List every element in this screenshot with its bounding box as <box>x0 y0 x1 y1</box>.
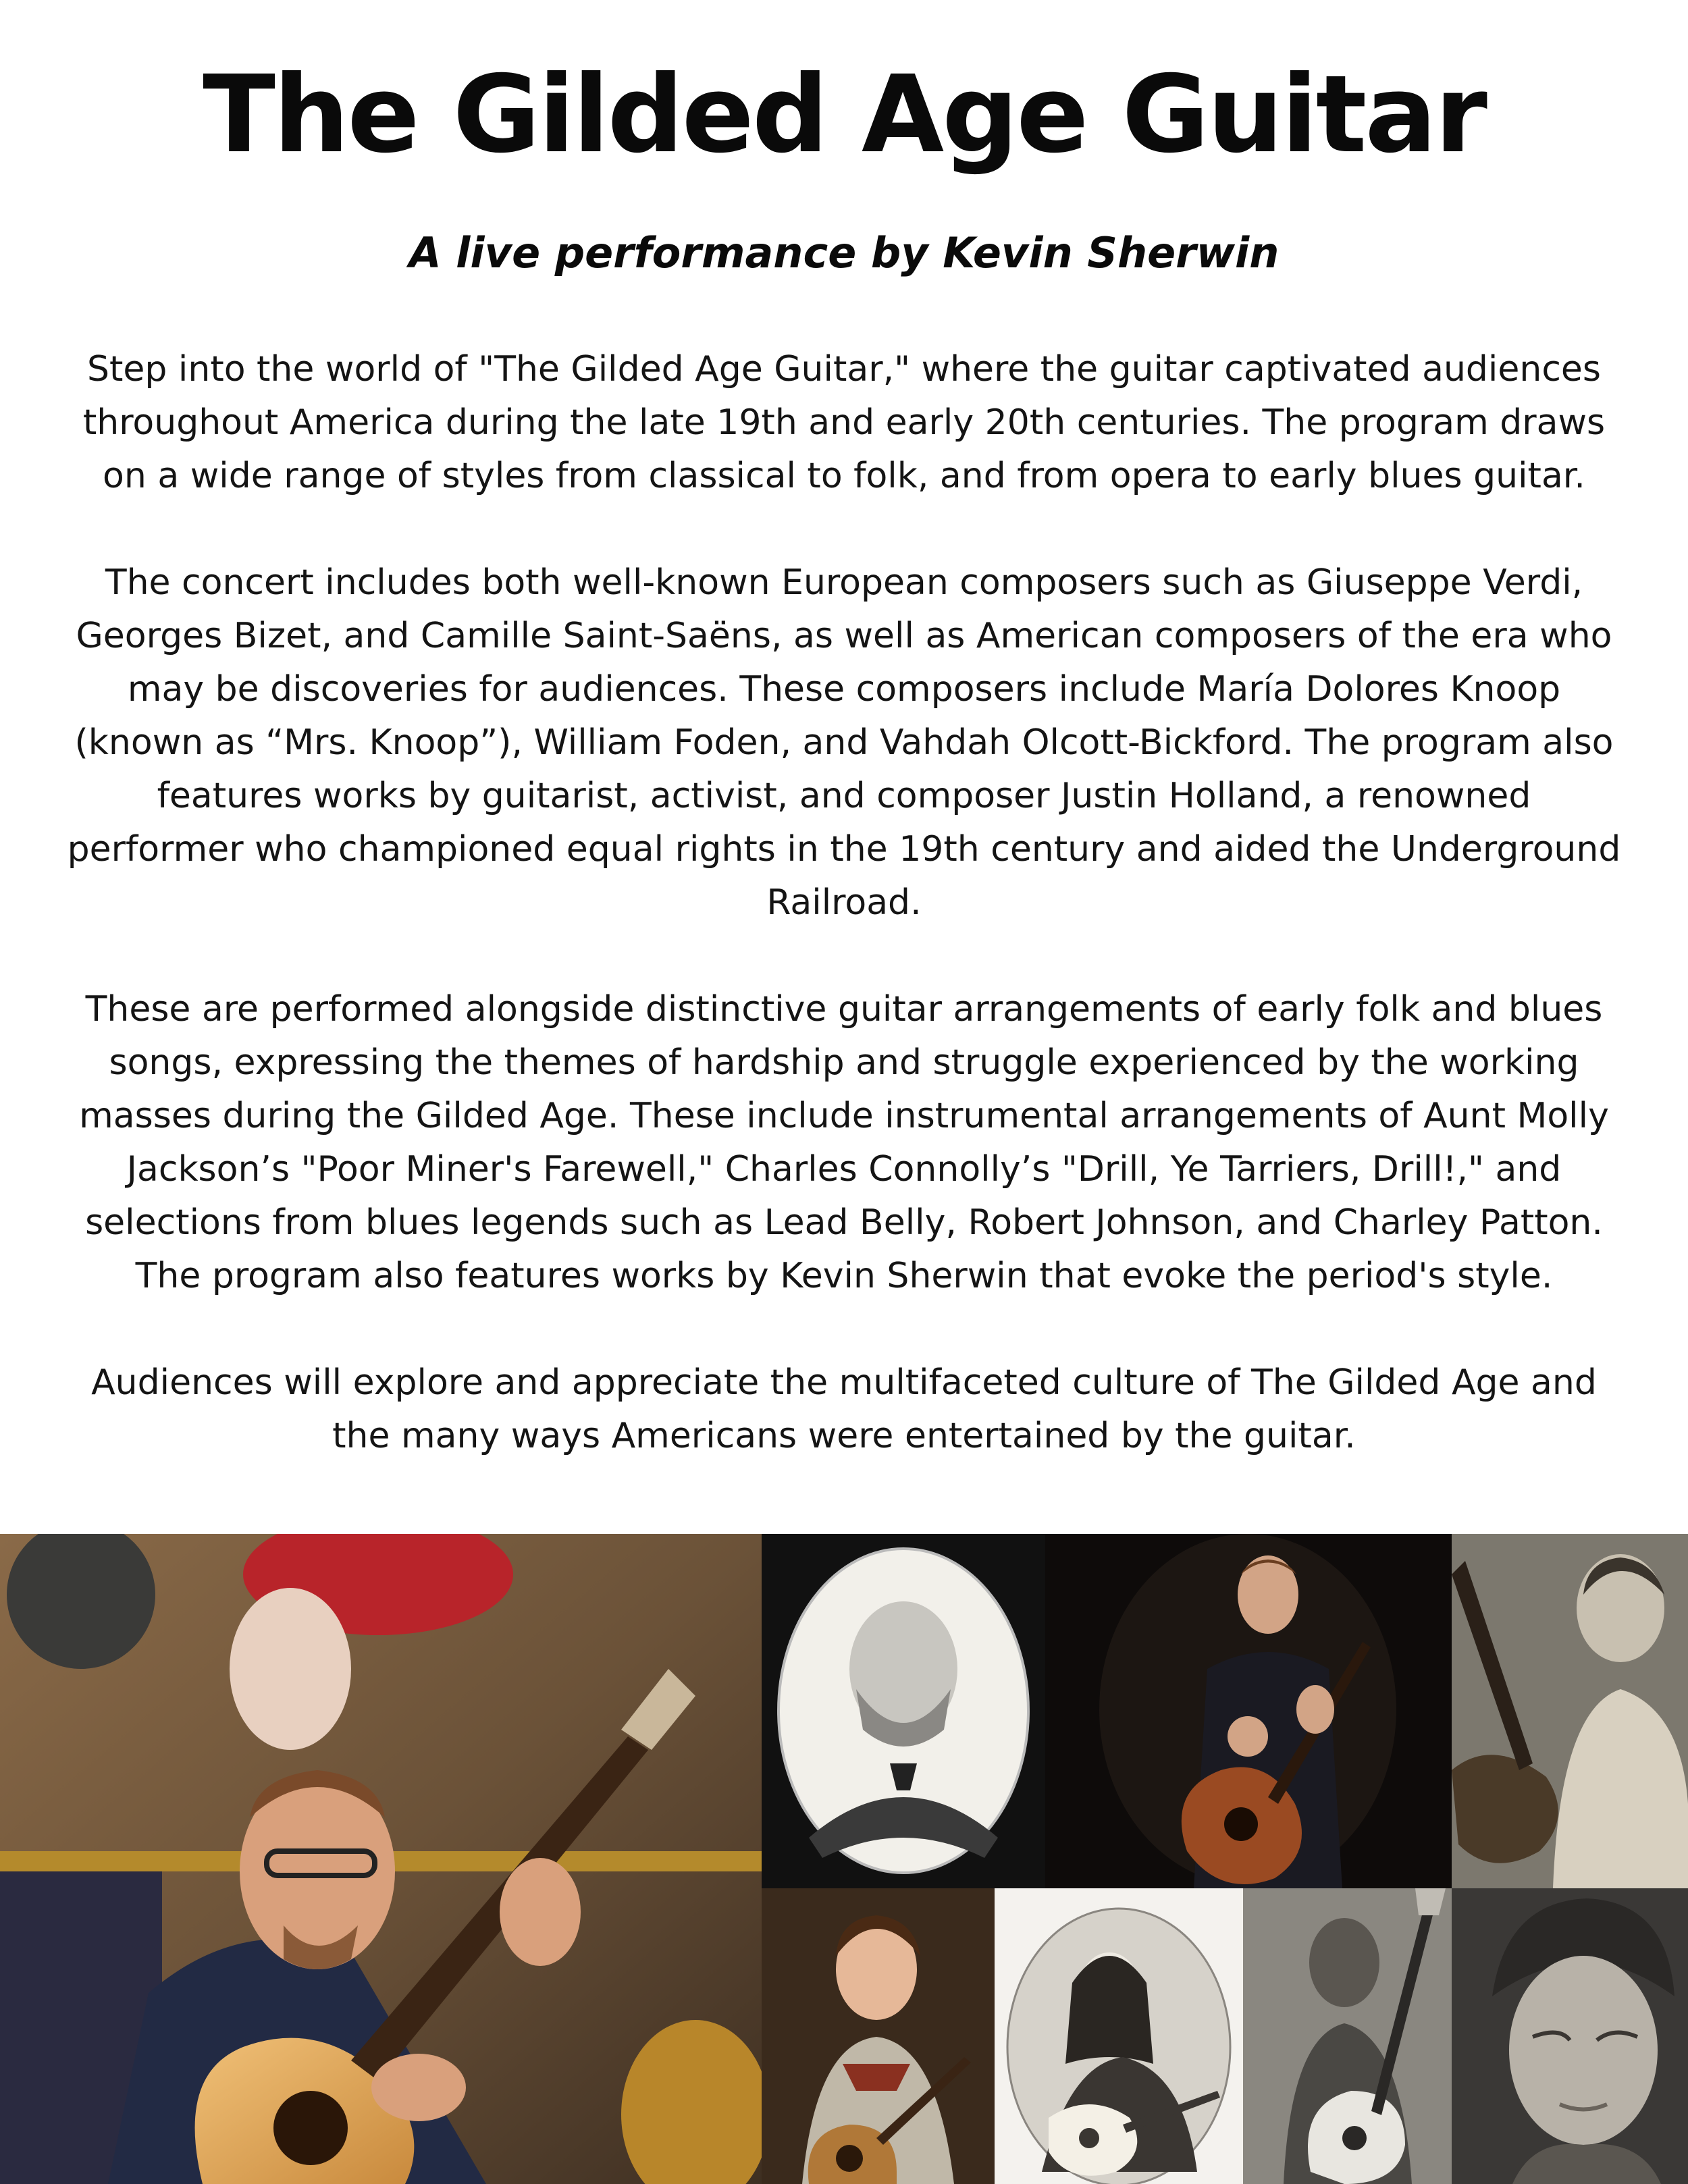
vintage-photo-woman-guitar <box>1452 1534 1688 1888</box>
paragraph-folk-blues: These are performed alongside distinctive guitar arrangements of early folk and blues songs, expressing the themes of hardship and struggle experienced by the working masses during the Gilded Age. These include instrumental arrangements of Aunt Molly Jackson’s "Poor Miner's Farewell," Charles Connolly’s "Drill, Ye Tarriers, Drill!," and selections from blues legends such as Lead Belly, Robert Johnson, and Charley Patton. The program also features works by Kevin Sherwin that evoke the period's style. <box>79 989 1609 1296</box>
vintage-portrait-older-woman <box>1452 1888 1688 2184</box>
photo-collage <box>0 1534 1688 2184</box>
page-title: The Gilded Age Guitar <box>203 53 1485 177</box>
performer-photo-large <box>0 1534 762 2184</box>
engraved-portrait-woman-guitar <box>995 1888 1243 2184</box>
paragraph-intro: Step into the world of "The Gilded Age Guitar," where the guitar captivated audiences throughout America during the late 19th and early 20th centuries. The program draws on a wide range of styles from classical to folk, and from opera to early blues guitar. <box>82 349 1606 496</box>
engraved-portrait-oval <box>762 1534 1045 1888</box>
paragraph-composers: The concert includes both well-known European composers such as Giuseppe Verdi, Georges Bizet, and Camille Saint-Saëns, as well as American composers of the era who may be discoveries for audiences. These composers include María Dolores Knoop (known as “Mrs. Knoop”), William Foden, and Vahdah Olcott-Bickford. The program also features works by guitarist, activist, and composer Justin Holland, a renowned performer who championed equal rights in the 19th century and aided the Underground Railroad. <box>67 562 1621 923</box>
performer-photo-stage <box>1045 1534 1452 1888</box>
paragraph-closing: Audiences will explore and appreciate the multifaceted culture of The Gilded Age and the many ways Americans were entertained by the guitar. <box>91 1362 1597 1456</box>
page-subtitle: A live performance by Kevin Sherwin <box>408 228 1280 277</box>
painted-portrait-young-man <box>762 1888 995 2184</box>
blues-musician-photo <box>1243 1888 1452 2184</box>
description-body <box>64 343 1624 1516</box>
